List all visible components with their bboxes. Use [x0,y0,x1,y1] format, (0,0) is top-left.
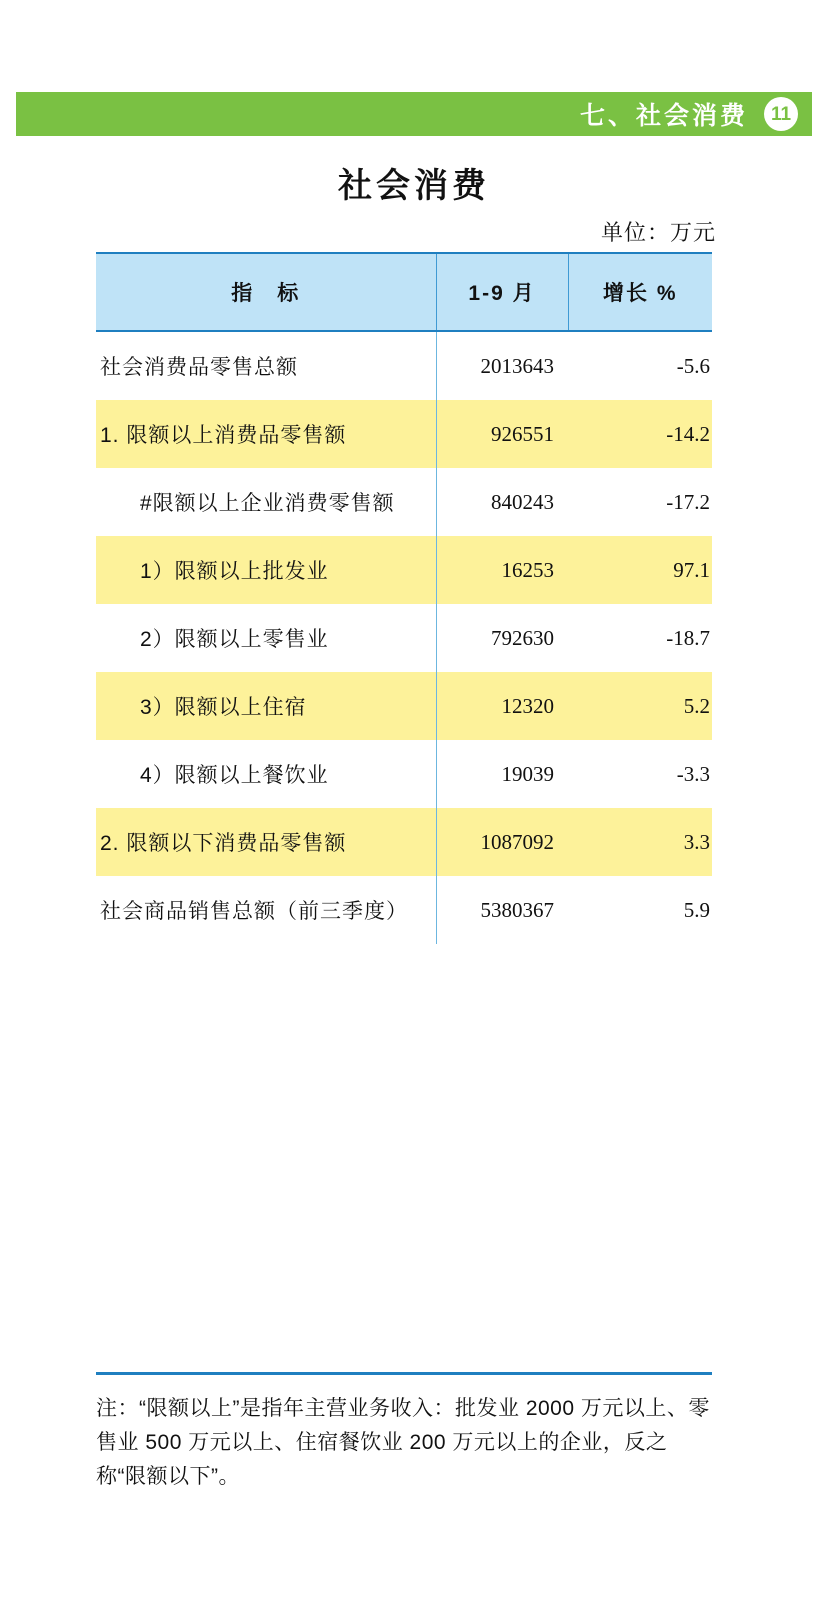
row-label: 2. 限额以下消费品零售额 [96,808,436,876]
row-label: 1. 限额以上消费品零售额 [96,400,436,468]
row-value: 1087092 [436,808,568,876]
row-growth: -18.7 [666,625,710,650]
row-label: 4）限额以上餐饮业 [96,740,436,808]
row-growth: 3.3 [568,808,712,876]
table-bottom-rule [96,1372,712,1375]
table-row [96,400,712,468]
table-row [96,604,712,672]
row-value: 926551 [436,400,568,468]
row-value: 5380367 [480,897,554,922]
table-row [96,876,712,944]
row-growth: 5.9 [683,897,710,922]
table-row [96,740,712,808]
column-header-growth: 增长 % [568,253,712,331]
table-note: 注：“限额以上”是指年主营业务收入：批发业 2000 万元以上、零售业 500 万元以上、住宿餐饮业 200 万元以上的企业，反之称“限额以下”。 [96,1397,710,1488]
section-header-band [16,92,812,136]
row-value: 2013643 [480,353,554,378]
table-row [96,468,712,536]
row-value: 16253 [436,536,568,604]
row-value: 12320 [436,672,568,740]
row-growth: 97.1 [568,536,712,604]
table-body [96,331,712,944]
row-label: 2）限额以上零售业 [96,604,436,672]
row-label: 3）限额以上住宿 [96,672,436,740]
data-table [96,252,712,944]
data-table-wrapper [96,252,712,944]
row-label: #限额以上企业消费零售额 [96,468,436,536]
page-number-badge: 11 [764,97,798,131]
table-row [96,808,712,876]
row-growth: -5.6 [676,353,710,378]
row-value: 840243 [491,489,554,514]
column-header-indicator: 指 标 [96,253,436,331]
row-label: 社会消费品零售总额 [96,331,436,400]
table-row [96,536,712,604]
row-label: 社会商品销售总额（前三季度） [96,876,436,944]
table-row [96,331,712,400]
row-growth: -3.3 [676,761,710,786]
row-growth: -14.2 [568,400,712,468]
row-value: 792630 [491,625,554,650]
column-header-month: 1-9 月 [436,253,568,331]
unit-label: 单位：万元 [600,220,716,245]
row-value: 19039 [501,761,554,786]
page-title: 社会消费 [338,167,490,205]
row-growth: -17.2 [666,489,710,514]
row-growth: 5.2 [568,672,712,740]
table-header-row [96,253,712,331]
section-title: 七、社会消费 [579,102,748,130]
table-row [96,672,712,740]
row-label: 1）限额以上批发业 [96,536,436,604]
